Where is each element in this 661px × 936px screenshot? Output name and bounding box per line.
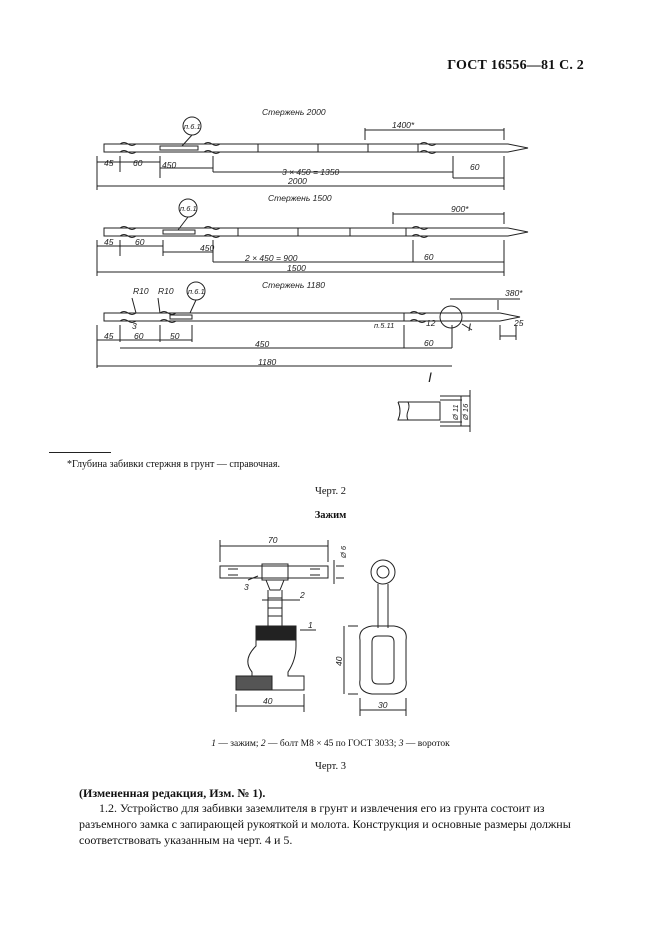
rod1-dim-c: 60	[133, 158, 143, 168]
rod3-dim-i: 60	[424, 338, 434, 348]
rod3-detail-mark: I	[468, 322, 472, 334]
rod3-callout-a: п.6.1	[188, 287, 205, 296]
rod2-dim-c: 60	[135, 237, 145, 247]
rod2-dim-a: 900*	[451, 204, 469, 214]
rod3-title: Стержень 1180	[262, 280, 325, 290]
rod2-dim-b: 45	[104, 237, 114, 247]
rod1-dim-e: 3 × 450 = 1350	[282, 167, 340, 177]
clamp-label-2: 2	[300, 590, 305, 600]
rod3-dim-b: R10	[133, 286, 149, 296]
rod1-dim-d: 450	[162, 160, 177, 170]
rod-2000	[97, 117, 528, 190]
caption-drawing-3: Черт. 3	[315, 761, 346, 772]
rods-drawing	[0, 0, 661, 440]
clamp-dim-40a: 40	[263, 696, 273, 706]
rod3-dim-c: R10	[158, 286, 174, 296]
rod1-dim-g: 2000	[288, 176, 307, 186]
rod3-dim-k: 25	[514, 318, 524, 328]
rod3-dim-e: 45	[104, 331, 114, 341]
legend-t3: — вороток	[403, 739, 450, 749]
paragraph-1-2: 1.2. Устройство для забивки заземлителя в грунт и извлечения его из грунта состоит из разъемного замка с запирающей рукояткой и молота. Конструкция и основные размеры должны соответствовать указанным на черт. 4 и 5.	[79, 801, 571, 847]
rod1-dim-f: 60	[470, 162, 480, 172]
rod2-dim-d: 450	[200, 243, 215, 253]
rod3-callout-b: п.5.11	[374, 321, 395, 330]
caption-drawing-2: Черт. 2	[315, 486, 346, 497]
detail-label: I	[428, 369, 432, 385]
rod3-dim-a: 380*	[505, 288, 523, 298]
detail-d2: Ø 16	[461, 403, 470, 420]
footnote: *Глубина забивки стержня в грунт — справочная.	[67, 459, 280, 470]
rod2-dim-g: 1500	[287, 263, 306, 273]
rod3-dim-j: 1180	[258, 357, 277, 367]
rod3-dim-f: 60	[134, 331, 144, 341]
detail-d1: Ø 11	[451, 404, 460, 420]
rod3-dim-h: 450	[255, 339, 270, 349]
rod2-dim-e: 2 × 450 = 900	[245, 253, 298, 263]
clamp-title: Зажим	[314, 510, 347, 521]
rod1-title: Стержень 2000	[262, 107, 326, 117]
clamp-label-3: 3	[244, 582, 249, 592]
rod3-dim-l: 12	[426, 318, 436, 328]
clamp-dim-40b: 40	[334, 656, 344, 666]
legend-n2: 2	[260, 739, 266, 749]
amendment-note: (Измененная редакция, Изм. № 1).	[79, 786, 266, 800]
rod2-title: Стержень 1500	[268, 193, 332, 203]
rod2-dim-f: 60	[424, 252, 434, 262]
clamp-label-1: 1	[308, 620, 313, 630]
rod3-dim-d: 3	[132, 321, 137, 331]
clamp-drawing	[0, 520, 661, 720]
legend-n1: 1	[211, 739, 216, 749]
rod3-dim-g: 50	[170, 331, 180, 341]
rod1-callout: п.6.1	[184, 122, 201, 131]
clamp-dim-70: 70	[268, 535, 278, 545]
clamp-dim-30: 30	[378, 700, 388, 710]
legend-t1: — зажим;	[216, 739, 261, 749]
rod2-callout: п.6.1	[180, 204, 197, 213]
rod1-dim-a: 1400*	[392, 120, 415, 130]
rod1-dim-b: 45	[104, 158, 114, 168]
legend-t2: — болт М8 × 45 по ГОСТ 3033;	[265, 739, 399, 749]
legend-n3: 3	[398, 739, 404, 749]
footnote-rule	[49, 452, 111, 453]
page-header: ГОСТ 16556—81 С. 2	[447, 58, 584, 73]
clamp-dim-d6: Ø 6	[339, 545, 348, 558]
clamp-legend	[0, 739, 661, 749]
